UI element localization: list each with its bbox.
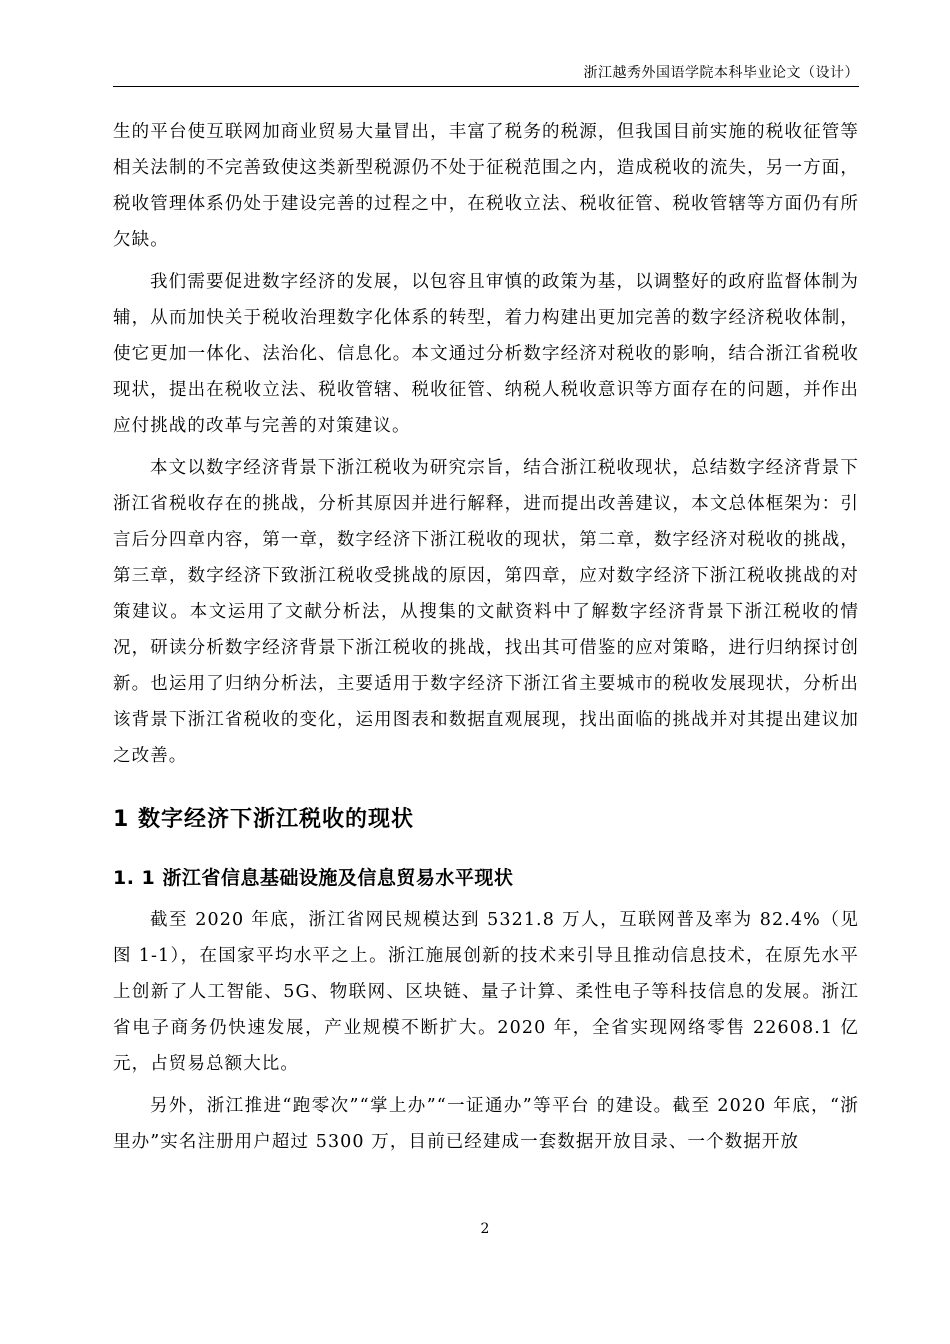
section-heading: 1. 1 浙江省信息基础设施及信息贸易水平现状 bbox=[113, 867, 514, 889]
paragraph-internet-stats: 截至 2020 年底，浙江省网民规模达到 5321.8 万人，互联网普及率为 82.4%（见图 1-1），在国家平均水平之上。浙江施展创新的技术来引导且推动信息技术，在原先水平上创新了人工智能、5G、物联网、区块链、量子计算、柔性电子等科技信息的发展。浙江省电子商务仍快速发展，产业规模不断扩大。2020 年，全省实现网络零售 22608.1 亿元，占贸易总额大比。 bbox=[113, 910, 859, 1074]
page-body bbox=[113, 114, 859, 1166]
paragraph-structure: 本文以数字经济背景下浙江税收为研究宗旨，结合浙江税收现状，总结数字经济背景下浙江省税收存在的挑战，分析其原因并进行解释，进而提出改善建议，本文总体框架为：引言后分四章内容，第一章，数字经济下浙江税收的现状，第二章，数字经济对税收的挑战，第三章，数字经济下致浙江税收受挑战的原因，第四章，应对数字经济下浙江税收挑战的对策建议。本文运用了文献分析法，从搜集的文献资料中了解数字经济背景下浙江税收的情况，研读分析数字经济背景下浙江税收的挑战，找出其可借鉴的应对策略，进行归纳探讨创新。也运用了归纳分析法，主要适用于数字经济下浙江省主要城市的税收发展现状，分析出该背景下浙江省税收的变化，运用图表和数据直观展现，找出面临的挑战并对其提出建议加之改善。 bbox=[113, 458, 859, 766]
chapter-heading: 1 数字经济下浙江税收的现状 bbox=[113, 807, 414, 832]
paragraph-platforms: 另外，浙江推进“跑零次”“掌上办”“一证通办”等平台 的建设。截至 2020 年底，“浙里办”实名注册用户超过 5300 万，目前已经建成一套数据开放目录、一个数据开放 bbox=[113, 1096, 859, 1152]
paragraph-continued: 生的平台使互联网加商业贸易大量冒出，丰富了税务的税源，但我国目前实施的税收征管等相关法制的不完善致使这类新型税源仍不处于征税范围之内，造成税收的流失，另一方面，税收管理体系仍处于建设完善的过程之中，在税收立法、税收征管、税收管辖等方面仍有所欠缺。 bbox=[113, 122, 859, 250]
paragraph-policy: 我们需要促进数字经济的发展，以包容且审慎的政策为基，以调整好的政府监督体制为辅，从而加快关于税收治理数字化体系的转型，着力构建出更加完善的数字经济税收体制，使它更加一体化、法治化、信息化。本文通过分析数字经济对税收的影响，结合浙江省税收现状，提出在税收立法、税收管辖、税收征管、纳税人税收意识等方面存在的问题，并作出应付挑战的改革与完善的对策建议。 bbox=[113, 272, 859, 436]
running-header: 浙江越秀外国语学院本科毕业论文（设计） bbox=[113, 64, 859, 87]
page-number: 2 bbox=[480, 1221, 490, 1237]
